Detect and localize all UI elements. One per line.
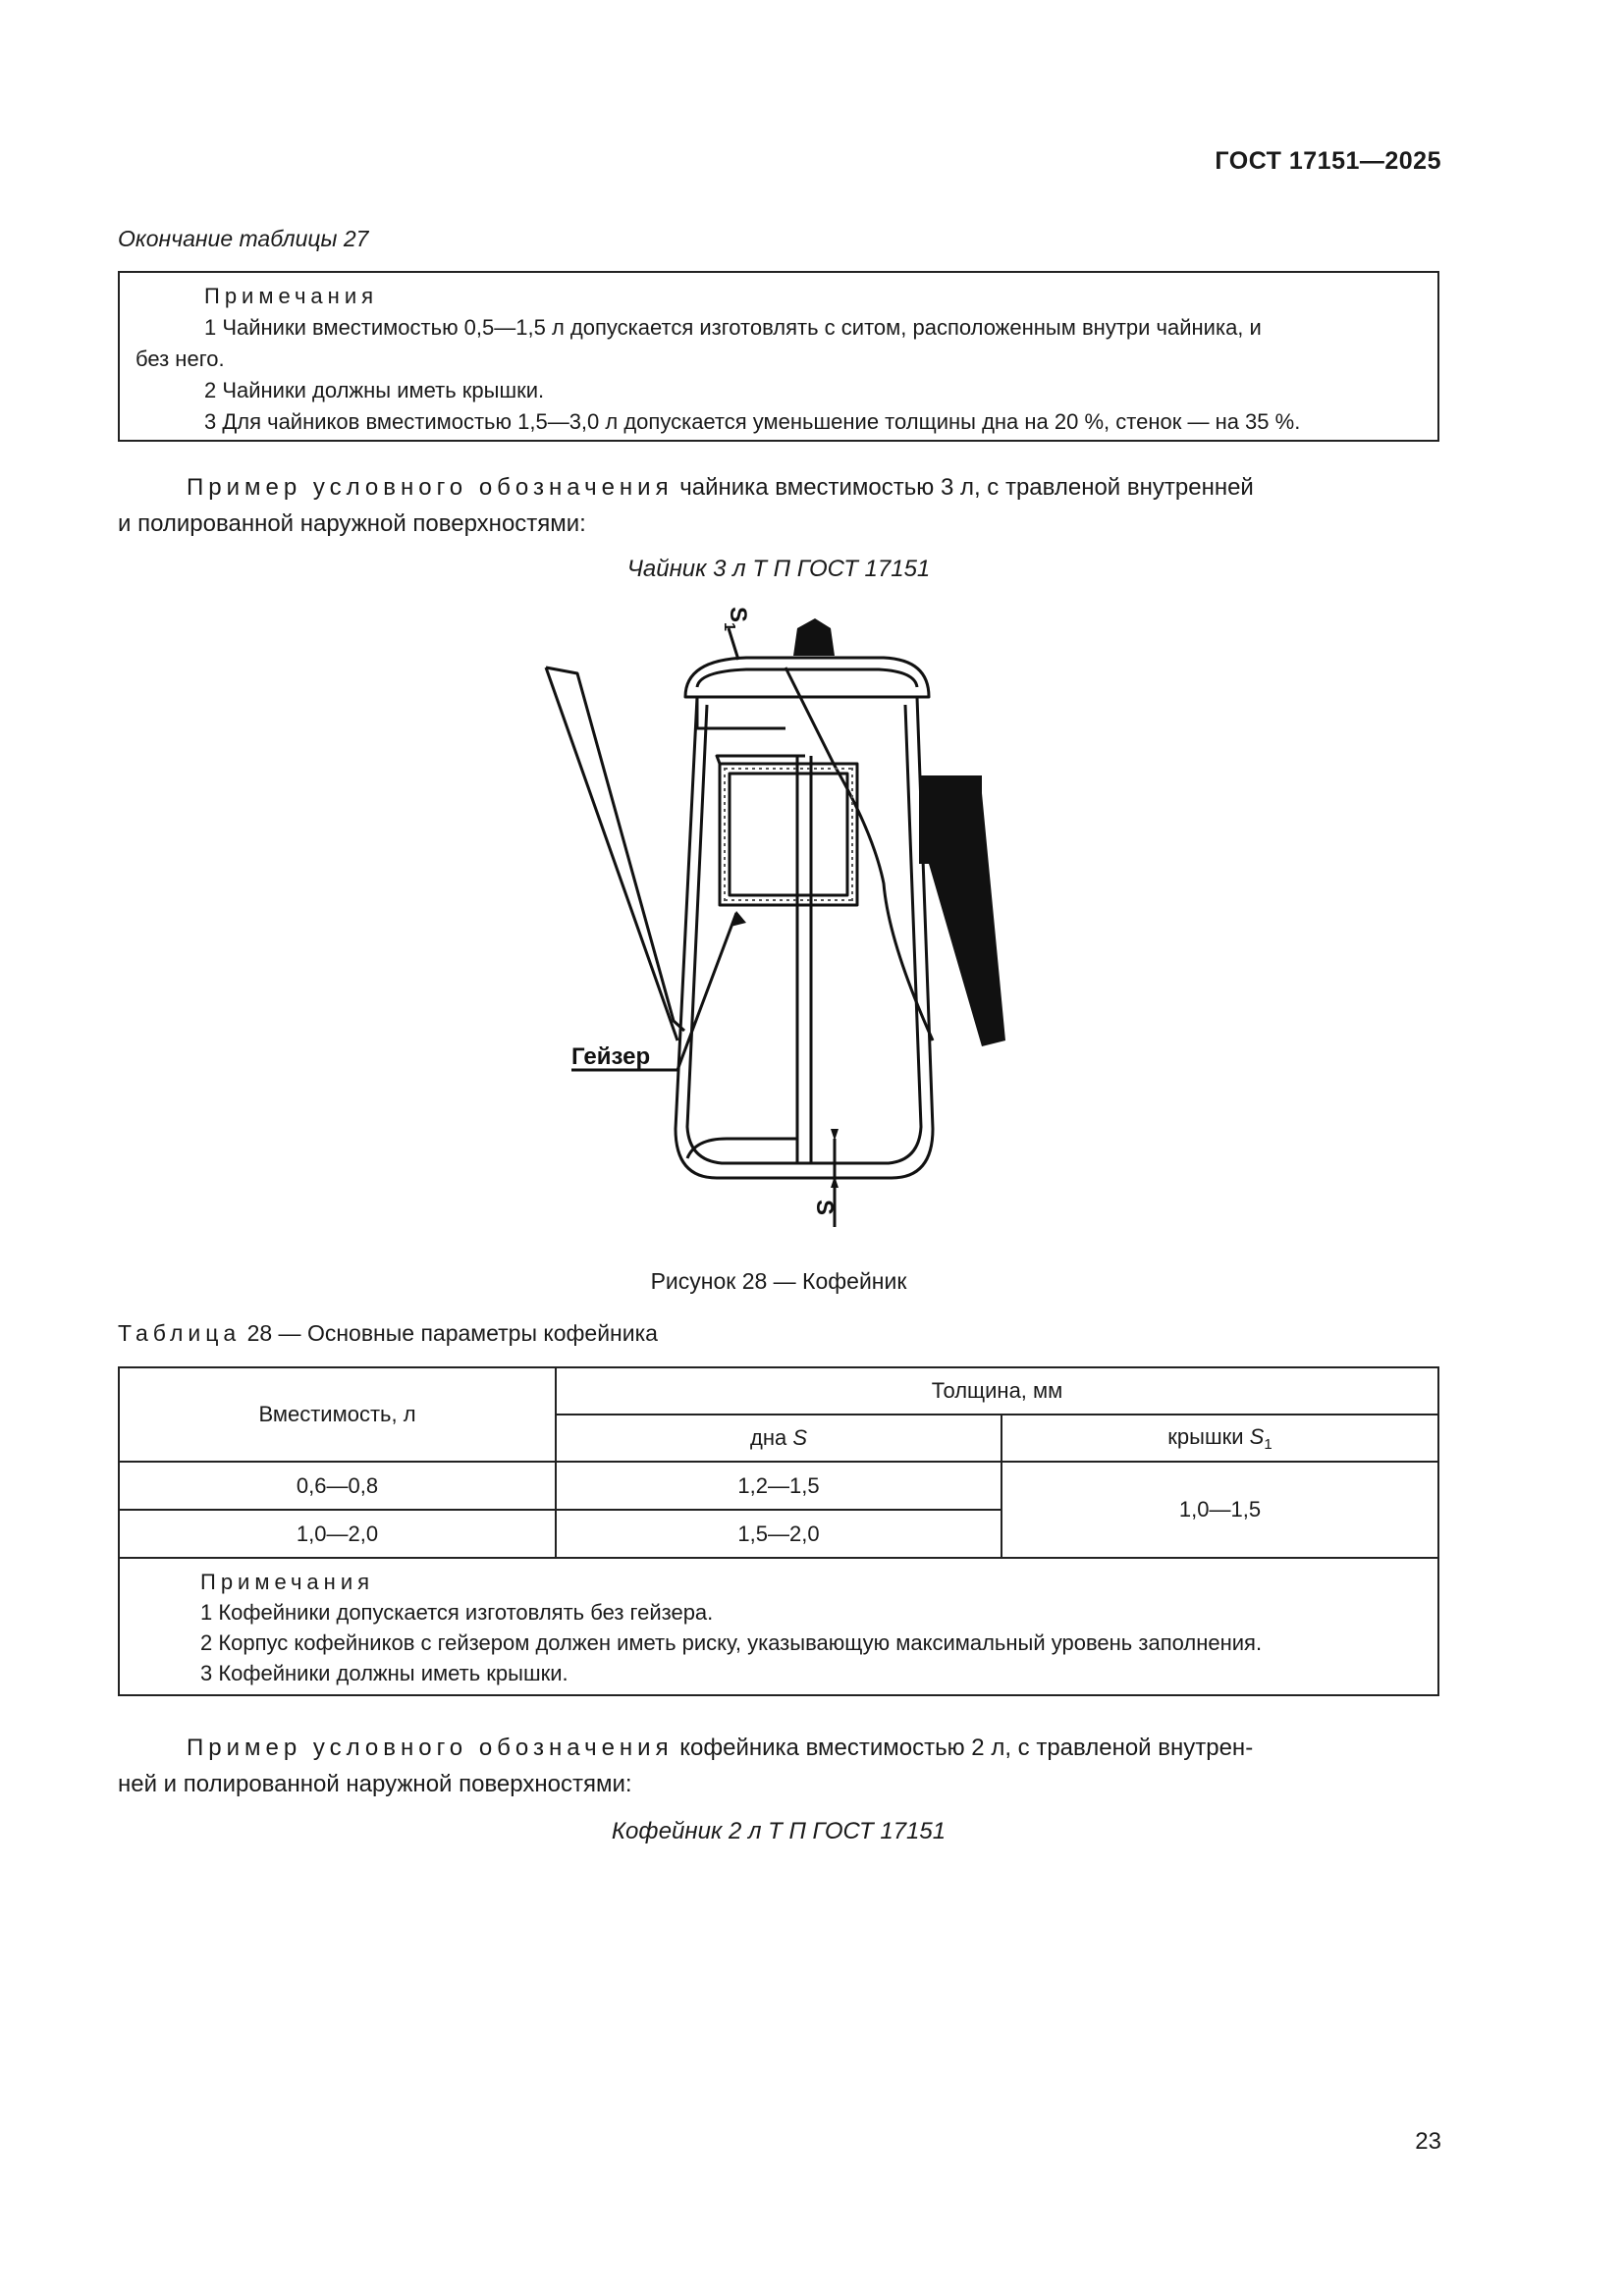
handle (919, 775, 1005, 1046)
table27-end-caption: Окончание таблицы 27 (118, 226, 369, 251)
filter-basket (720, 764, 857, 905)
spout-inner (546, 667, 677, 1041)
s-label: S (811, 1200, 838, 1216)
col-lid-header: крышки $S_1$ (1001, 1415, 1438, 1462)
example-text: чайника вместимостью 3 л, с травленой внутренней (673, 474, 1254, 501)
capacity-cell: 0,6—0,8 (119, 1462, 556, 1510)
lid-section (697, 697, 785, 728)
table28-notes (119, 1558, 1438, 1695)
example-text-line2: и полированной наружной поверхностями: (118, 510, 586, 537)
figure-caption: Рисунок 28 — Кофейник (650, 1268, 907, 1294)
standard-header: ГОСТ 17151—2025 (1215, 147, 1441, 175)
note-item: 2 Корпус кофейников с гейзером должен иметь риску, указывающую максимальный уровень заполнения. (200, 1630, 1263, 1655)
designation-coffee-pot: Кофейник 2 л Т П ГОСТ 17151 (611, 1818, 947, 1844)
s-arrow-top (831, 1129, 839, 1141)
designation-kettle: Чайник 3 л Т П ГОСТ 17151 (626, 556, 931, 582)
filter-basket-inner (730, 774, 847, 895)
s1-label: $S_1$ (721, 607, 751, 631)
lid-outline (685, 658, 929, 697)
note-item: 1 Чайники вместимостью 0,5—1,5 л допускается изготовлять с ситом, расположенным внутри чайника, и (204, 315, 1262, 340)
lid-knob (793, 618, 835, 656)
note-item: 3 Для чайников вместимостью 1,5—3,0 л допускается уменьшение толщины дна на 20 %, стенок — на 35 %. (204, 409, 1301, 434)
example-text-line2: ней и полированной наружной поверхностями: (118, 1771, 632, 1797)
table28-caption: Таблица 28 — Основные параметры кофейника (118, 1320, 658, 1346)
s1-dim-line (729, 628, 738, 660)
lid-inner (697, 669, 917, 687)
note-item: без него. (135, 347, 225, 371)
col-capacity-header: Вместимость, л (119, 1367, 556, 1462)
col-bottom-header: дна S (556, 1415, 1001, 1462)
note-item: 2 Чайники должны иметь крышки. (204, 378, 545, 402)
capacity-cell: 1,0—2,0 (119, 1510, 556, 1558)
example2-paragraph (118, 1730, 1439, 1802)
geyser-label: Гейзер (571, 1043, 651, 1070)
lid-cell: 1,0—1,5 (1001, 1462, 1438, 1558)
bottom-chamber (687, 1139, 797, 1158)
table-row (119, 1462, 1438, 1510)
table28 (118, 1366, 1439, 1696)
bottom-cell: 1,2—1,5 (556, 1462, 1001, 1510)
note-item: 1 Кофейники допускается изготовлять без гейзера. (200, 1600, 714, 1625)
example-lead: Пример условного обозначения (187, 1735, 674, 1761)
notes-title: Примечания (204, 284, 379, 308)
example-text: кофейника вместимостью 2 л, с травленой внутрен- (673, 1735, 1254, 1761)
geyser-tube (797, 756, 811, 1164)
note-item: 3 Кофейники должны иметь крышки. (200, 1661, 568, 1685)
example-lead: Пример условного обозначения (187, 474, 674, 501)
notes-title: Примечания (200, 1570, 375, 1594)
col-thickness-header: Толщина, мм (556, 1367, 1438, 1415)
page-number: 23 (1415, 2128, 1441, 2155)
bottom-cell: 1,5—2,0 (556, 1510, 1001, 1558)
